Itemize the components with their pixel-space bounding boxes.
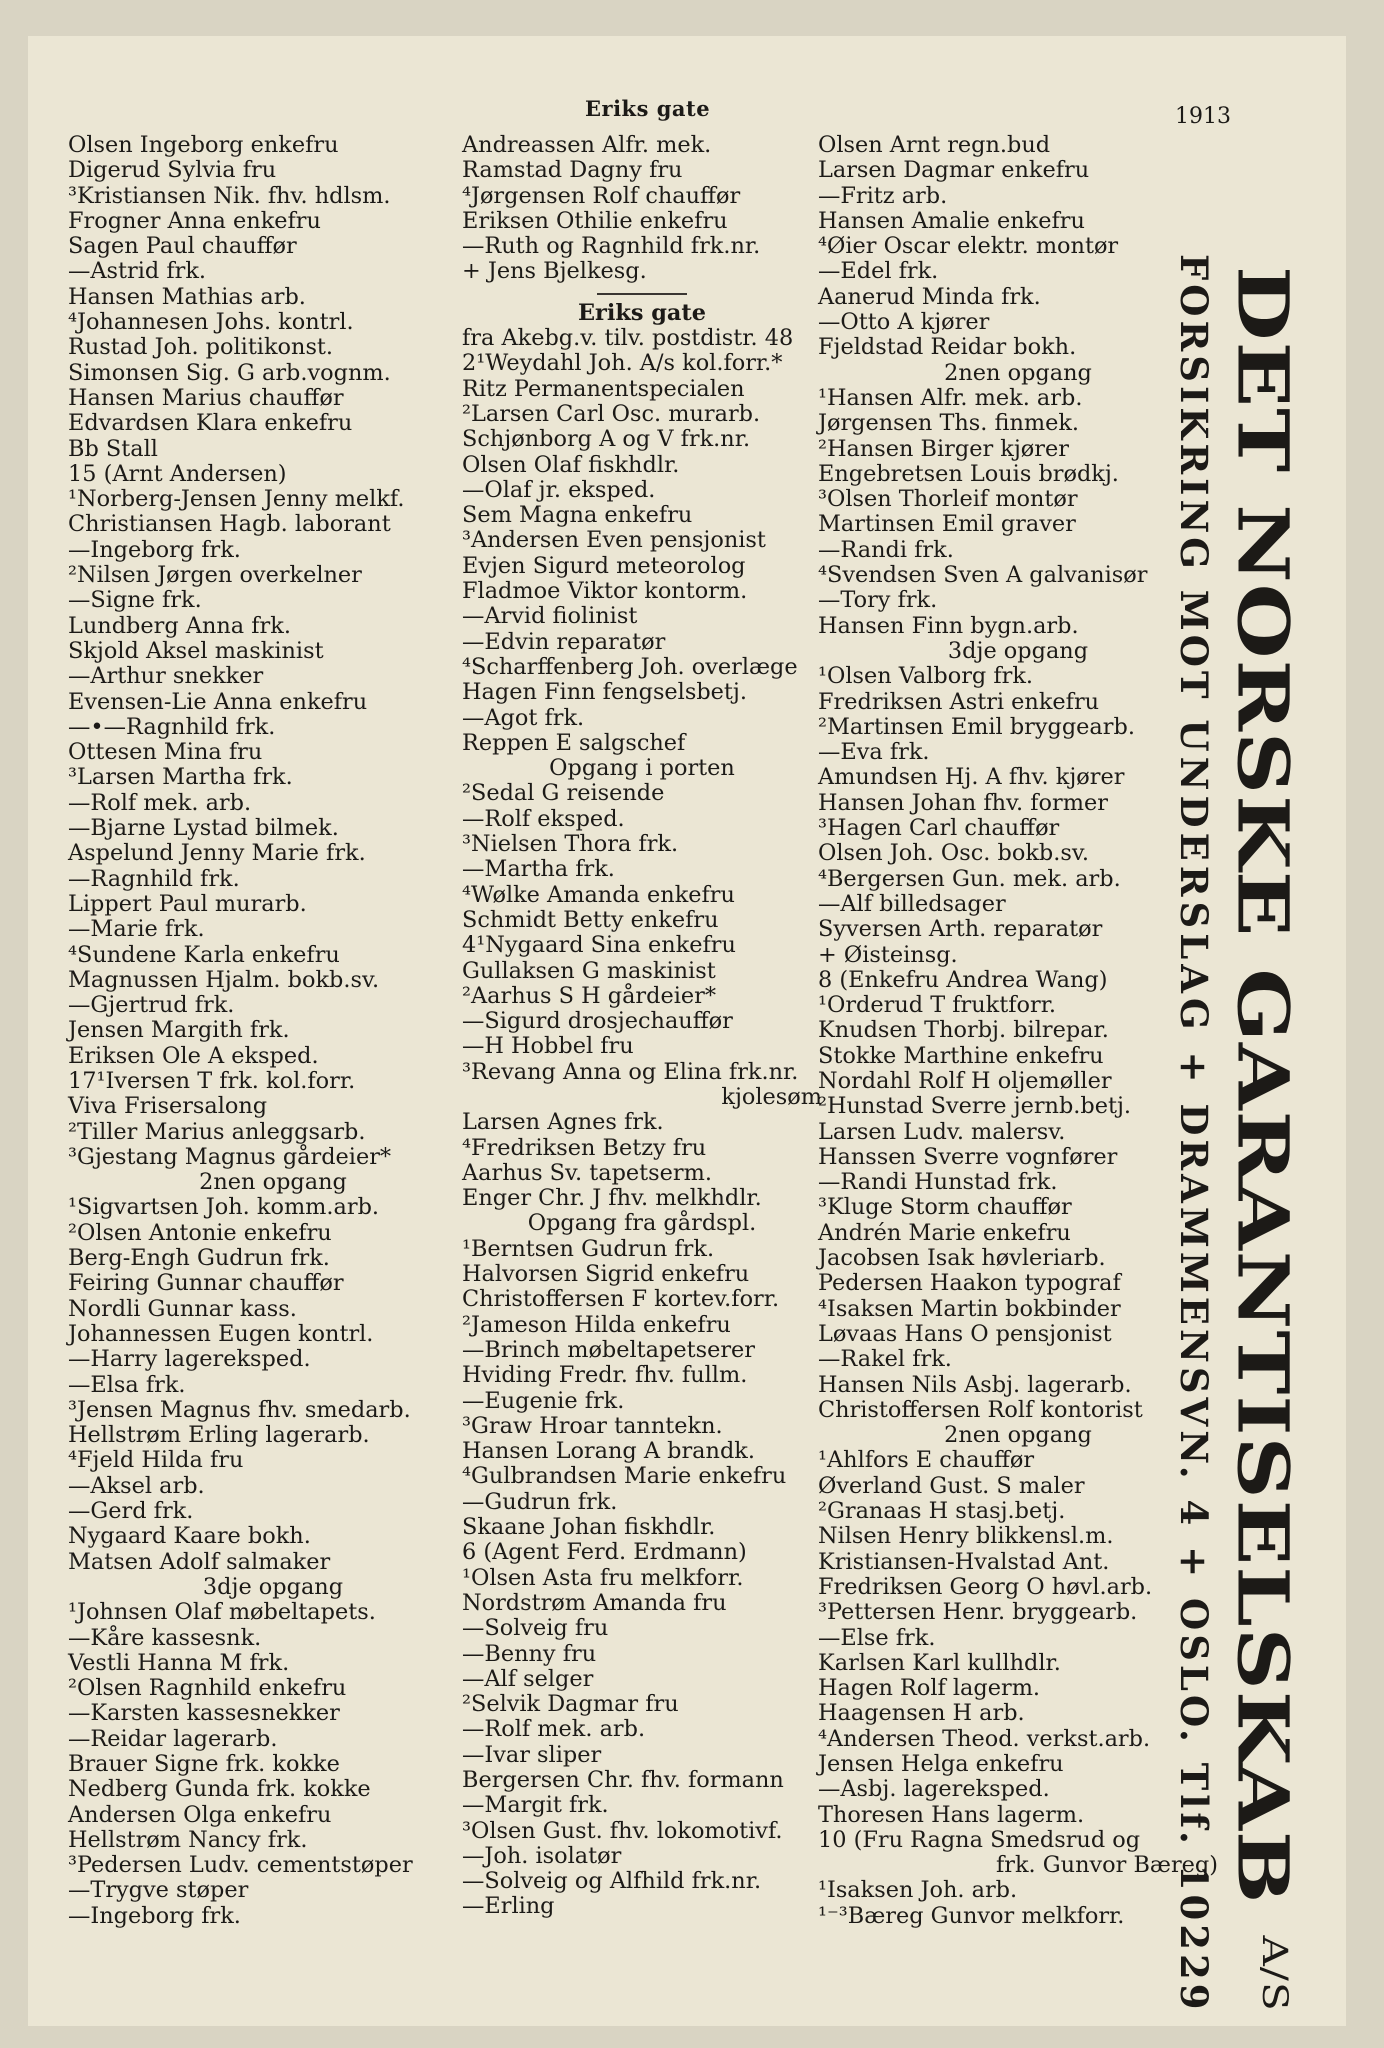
section-heading: 2nen opgang [944, 359, 1092, 386]
directory-entry: ²Sedal G reisende [462, 780, 665, 807]
directory-entry: —Trygve støper [68, 1877, 249, 1904]
directory-entry: Engebretsen Louis brødkj. [818, 460, 1119, 487]
directory-entry: Hellstrøm Erling lagerarb. [68, 1422, 370, 1449]
directory-entry: —Randi Hunstad frk. [818, 1169, 1058, 1196]
directory-entry: ³Andersen Even pensjonist [462, 527, 766, 554]
directory-entry: ¹Isaksen Joh. arb. [818, 1877, 1018, 1904]
directory-entry: Martinsen Emil graver [818, 511, 1076, 538]
directory-entry: Jacobsen Isak høvleriarb. [818, 1245, 1106, 1272]
directory-entry: 17¹Iversen T frk. kol.forr. [68, 1067, 356, 1094]
directory-entry: Simonsen Sig. G arb.vognm. [68, 359, 391, 386]
advertiser-name [1221, 266, 1314, 2012]
directory-entry: Eriksen Ole A eksped. [68, 1042, 319, 1069]
directory-entry: Andreassen Alfr. mek. [462, 132, 712, 158]
directory-entry: 8 (Enkefru Andrea Wang) [818, 966, 1108, 993]
directory-entry: —Gjertrud frk. [68, 992, 235, 1019]
directory-entry: ³Olsen Thorleif montør [818, 486, 1078, 513]
directory-entry: —Rolf mek. arb. [68, 789, 252, 816]
directory-entry: —Else frk. [818, 1624, 936, 1651]
advertiser-suffix: A/S [1254, 1935, 1296, 2012]
directory-entry: Rustad Joh. politikonst. [68, 334, 334, 361]
directory-column-1 [68, 133, 478, 1929]
directory-entry: 2¹Weydahl Joh. A/s kol.forr.* [462, 350, 783, 377]
directory-entry: ³Jensen Magnus fhv. smedarb. [68, 1396, 411, 1423]
directory-entry: —Harry lagereksped. [68, 1346, 311, 1373]
directory-entry: ⁴Andersen Theod. verkst.arb. [818, 1725, 1151, 1752]
directory-entry: ²Granaas H stasj.betj. [818, 1498, 1066, 1525]
directory-entry: —Gerd frk. [68, 1498, 194, 1525]
directory-entry: kjolesøm [721, 1083, 822, 1110]
directory-entry: Jensen Margith frk. [68, 1017, 290, 1044]
directory-entry: Halvorsen Sigrid enkefru [462, 1261, 750, 1288]
directory-entry: —Astrid frk. [68, 258, 207, 285]
directory-entry: Reppen E salgschef [462, 729, 686, 756]
directory-entry: —Edvin reparatør [462, 628, 666, 655]
directory-entry: —Eugenie frk. [462, 1387, 625, 1414]
directory-entry: ⁴Scharffenberg Joh. overlæge [462, 653, 798, 680]
directory-entry: Vestli Hanna M frk. [68, 1649, 290, 1676]
directory-entry: —Ruth og Ragnhild frk.nr. [462, 233, 761, 260]
directory-entry: Larsen Agnes frk. [462, 1109, 664, 1136]
directory-entry: Digerud Sylvia fru [68, 157, 277, 184]
directory-entry: ²Hunstad Sverre jernb.betj. [818, 1093, 1132, 1120]
directory-entry: Hansen Mathias arb. [68, 283, 306, 310]
directory-entry: Hansen Johan fhv. former [818, 789, 1108, 816]
directory-entry: frk. Gunvor Bæreg) [996, 1852, 1218, 1879]
directory-entry: ¹Olsen Asta fru melkforr. [462, 1564, 744, 1591]
directory-entry: ²Larsen Carl Osc. murarb. [462, 400, 761, 427]
page-number: 1913 [1175, 104, 1231, 129]
directory-entry: —Arthur snekker [68, 663, 264, 690]
directory-entry: Bb Stall [68, 435, 158, 462]
directory-entry: Syversen Arth. reparatør [818, 916, 1103, 943]
directory-entry: ⁴Johannesen Johs. kontrl. [68, 309, 354, 336]
directory-entry: ⁴Sundene Karla enkefru [68, 941, 340, 968]
advertiser-subtitle-post: + DRAMMENSVN. 4 + OSLO. Tlf. 10229 [1172, 1034, 1216, 2014]
directory-entry: —Agot frk. [462, 704, 585, 731]
directory-entry: Øverland Gust. S maler [818, 1472, 1085, 1499]
directory-entry: Ramstad Dagny fru [462, 157, 683, 184]
directory-entry: + Jens Bjelkesg. [462, 258, 647, 285]
directory-entry: Knudsen Thorbj. bilrepar. [818, 1017, 1109, 1044]
directory-entry: ²Hansen Birger kjører [818, 435, 1069, 462]
directory-entry: —Joh. isolatør [462, 1842, 622, 1869]
directory-entry: Olsen Arnt regn.bud [818, 132, 1051, 158]
directory-entry: 10 (Fru Ragna Smedsrud og [818, 1826, 1141, 1853]
directory-entry: —Solveig fru [462, 1615, 609, 1642]
directory-entry: ¹Sigvartsen Joh. komm.arb. [68, 1194, 380, 1221]
directory-entry: Olsen Olaf fiskhdlr. [462, 451, 680, 478]
directory-entry: Eriksen Othilie enkefru [462, 207, 728, 234]
directory-entry: —Alf billedsager [818, 890, 1006, 917]
directory-entry: Sagen Paul chauffør [68, 233, 297, 260]
directory-entry: Jensen Helga enkefru [818, 1751, 1064, 1777]
directory-entry: ⁴Fredriksen Betzy fru [462, 1134, 707, 1161]
directory-entry: Viva Frisersalong [68, 1093, 268, 1120]
directory-entry: ⁴Fjeld Hilda fru [68, 1447, 244, 1474]
directory-entry: ¹Johnsen Olaf møbeltapets. [68, 1599, 376, 1626]
directory-entry: Schjønborg A og V frk.nr. [462, 426, 751, 453]
directory-entry: Nilsen Henry blikkensl.m. [818, 1523, 1114, 1550]
directory-entry: ⁴Wølke Amanda enkefru [462, 881, 735, 908]
directory-entry: —Martha frk. [462, 856, 615, 883]
directory-entry: Hansen Nils Asbj. lagerarb. [818, 1371, 1132, 1398]
advertisement-sidebar [1050, 250, 1330, 2014]
directory-entry: Ritz Permanentspecialen [462, 375, 745, 402]
directory-entry: Hagen Rolf lagerm. [818, 1675, 1041, 1702]
directory-entry: Andersen Olga enkefru [68, 1801, 332, 1828]
directory-entry: —Fritz arb. [818, 182, 948, 209]
directory-entry: —Bjarne Lystad bilmek. [68, 815, 339, 842]
directory-entry: Evjen Sigurd meteorolog [462, 552, 746, 579]
directory-entry: —Elsa frk. [68, 1371, 186, 1398]
directory-entry: ¹Berntsen Gudrun frk. [462, 1235, 715, 1262]
directory-entry: —Ivar sliper [462, 1741, 602, 1768]
directory-entry: ³Kluge Storm chauffør [818, 1194, 1072, 1221]
directory-entry: —Ingeborg frk. [68, 1902, 241, 1929]
directory-entry: Nordahl Rolf H oljemøller [818, 1067, 1112, 1094]
directory-entry: —Ragnhild frk. [68, 865, 240, 892]
directory-entry: ³Revang Anna og Elina frk.nr. [462, 1058, 799, 1085]
directory-entry: ³Olsen Gust. fhv. lokomotivf. [462, 1817, 783, 1844]
directory-column-2 [462, 133, 822, 1920]
advertiser-name-text: DET NORSKE GARANTISELSKAB [1221, 266, 1305, 1905]
directory-entry: —Rolf eksped. [462, 805, 625, 832]
section-heading: 2nen opgang [199, 1169, 347, 1196]
directory-entry: —Asbj. lagereksped. [818, 1776, 1050, 1803]
directory-entry: Aarhus Sv. tapetserm. [462, 1159, 712, 1186]
directory-entry: ²Aarhus S H gårdeier* [462, 982, 717, 1009]
directory-entry: Brauer Signe frk. kokke [68, 1751, 340, 1777]
directory-entry: —Kåre kassesnk. [68, 1624, 262, 1651]
directory-entry: ²Nilsen Jørgen overkelner [68, 562, 362, 589]
directory-entry: ²Selvik Dagmar fru [462, 1691, 679, 1718]
directory-entry: Berg-Engh Gudrun frk. [68, 1245, 330, 1272]
directory-entry: ³Nielsen Thora frk. [462, 831, 679, 858]
directory-entry: —Gudrun frk. [462, 1488, 618, 1515]
directory-entry: ⁴Svendsen Sven A galvanisør [818, 562, 1148, 589]
directory-entry: ²Olsen Antonie enkefru [68, 1219, 332, 1246]
directory-entry: Hagen Finn fengselsbetj. [462, 679, 747, 706]
directory-entry: Skjold Aksel maskinist [68, 637, 324, 664]
directory-entry: Fjeldstad Reidar bokh. [818, 334, 1077, 361]
directory-entry: 4¹Nygaard Sina enkefru [462, 932, 736, 959]
directory-entry: Gullaksen G maskinist [462, 957, 716, 984]
directory-entry: ²Jameson Hilda enkefru [462, 1311, 731, 1338]
directory-entry: —Signe frk. [68, 587, 202, 614]
directory-entry: —Margit frk. [462, 1792, 609, 1819]
directory-entry: ¹Norberg-Jensen Jenny melkf. [68, 486, 405, 513]
directory-entry: ¹Orderud T fruktforr. [818, 992, 1057, 1019]
directory-entry: Løvaas Hans O pensjonist [818, 1320, 1112, 1347]
directory-entry: —Ingeborg frk. [68, 536, 241, 563]
directory-entry: Sem Magna enkefru [462, 502, 693, 529]
section-heading: 2nen opgang [944, 1422, 1092, 1449]
directory-entry: ²Olsen Ragnhild enkefru [68, 1675, 347, 1702]
directory-entry: Edvardsen Klara enkefru [68, 410, 353, 437]
directory-entry: ³Kristiansen Nik. fhv. hdlsm. [68, 182, 391, 209]
directory-entry: Hansen Lorang A brandk. [462, 1438, 755, 1465]
directory-entry: —Benny fru [462, 1640, 597, 1667]
directory-entry: Hansen Amalie enkefru [818, 207, 1085, 234]
directory-entry: Fredriksen Astri enkefru [818, 688, 1100, 715]
directory-entry: ⁴Bergersen Gun. mek. arb. [818, 865, 1121, 892]
directory-entry: 15 (Arnt Andersen) [68, 460, 287, 487]
directory-entry: Larsen Ludv. malersv. [818, 1118, 1066, 1145]
directory-entry: Hanssen Sverre vognfører [818, 1143, 1118, 1170]
directory-entry: ⁴Gulbrandsen Marie enkefru [462, 1463, 787, 1490]
directory-entry: Kristiansen-Hvalstad Ant. [818, 1548, 1110, 1575]
advertiser-subtitle-bold: UNDERSLAG [1172, 719, 1216, 1035]
directory-entry: Christoffersen Rolf kontorist [818, 1396, 1143, 1423]
directory-entry: ⁴Isaksen Martin bokbinder [818, 1295, 1121, 1322]
directory-entry: —Rolf mek. arb. [462, 1716, 646, 1743]
directory-entry: —Aksel arb. [68, 1472, 205, 1499]
directory-entry: Pedersen Haakon typograf [818, 1270, 1121, 1297]
directory-entry: Hansen Finn bygn.arb. [818, 612, 1079, 639]
directory-entry: Frogner Anna enkefru [68, 207, 321, 234]
directory-entry: —Marie frk. [68, 916, 205, 943]
directory-entry: ¹⁻³Bæreg Gunvor melkforr. [818, 1902, 1125, 1929]
advertiser-subtitle-pre: FORSIKRING MOT [1172, 254, 1216, 720]
advertiser-subtitle [1172, 254, 1216, 2014]
directory-entry: Haagensen H arb. [818, 1700, 1025, 1727]
directory-entry: —Otto A kjører [818, 309, 990, 336]
directory-entry: fra Akebg.v. tilv. postdistr. 48 [462, 325, 794, 352]
directory-entry: ²Martinsen Emil bryggearb. [818, 713, 1135, 740]
section-heading: 3dje opgang [202, 1573, 344, 1600]
directory-entry: Nygaard Kaare bokh. [68, 1523, 311, 1550]
directory-entry: Nedberg Gunda frk. kokke [68, 1776, 371, 1803]
directory-entry: Olsen Ingeborg enkefru [68, 132, 339, 158]
directory-entry: Jørgensen Ths. finmek. [818, 410, 1080, 437]
directory-entry: Olsen Joh. Osc. bokb.sv. [818, 840, 1089, 867]
directory-entry: Thoresen Hans lagerm. [818, 1801, 1085, 1828]
directory-entry: Johannessen Eugen kontrl. [68, 1320, 374, 1347]
directory-entry: Hviding Fredr. fhv. fullm. [462, 1362, 748, 1389]
directory-entry: Fladmoe Viktor kontorm. [462, 578, 748, 605]
directory-entry: + Øisteinsg. [818, 941, 958, 968]
directory-entry: ³Gjestang Magnus gårdeier* [68, 1143, 392, 1170]
directory-entry: Christoffersen F kortev.forr. [462, 1286, 780, 1313]
directory-entry: ¹Olsen Valborg frk. [818, 663, 1034, 690]
directory-entry: Aspelund Jenny Marie frk. [68, 840, 366, 867]
directory-entry: ³Pettersen Henr. bryggearb. [818, 1599, 1138, 1626]
directory-entry: Karlsen Karl kullhdlr. [818, 1649, 1061, 1676]
directory-entry: Bergersen Chr. fhv. formann [462, 1767, 784, 1793]
directory-entry: —Randi frk. [818, 536, 954, 563]
section-heading: Opgang i porten [549, 755, 735, 782]
directory-entry: 6 (Agent Ferd. Erdmann) [462, 1539, 747, 1566]
directory-entry: Evensen-Lie Anna enkefru [68, 688, 368, 715]
directory-entry: —Brinch møbeltapetserer [462, 1336, 755, 1363]
directory-entry: Aanerud Minda frk. [818, 283, 1041, 310]
directory-entry: Enger Chr. J fhv. melkhdlr. [462, 1185, 762, 1212]
directory-entry: Ottesen Mina fru [68, 739, 263, 766]
directory-entry: Stokke Marthine enkefru [818, 1042, 1104, 1069]
directory-entry: Lippert Paul murarb. [68, 890, 307, 917]
directory-entry: —Solveig og Alfhild frk.nr. [462, 1868, 762, 1895]
directory-entry: ¹Ahlfors E chauffør [818, 1447, 1035, 1474]
directory-entry: —Arvid fiolinist [462, 603, 638, 630]
directory-entry: Lundberg Anna frk. [68, 612, 291, 639]
directory-entry: —Alf selger [462, 1665, 594, 1692]
directory-entry: ³Pedersen Ludv. cementstøper [68, 1852, 413, 1879]
section-heading: 3dje opgang [947, 637, 1089, 664]
directory-entry: —Erling [462, 1893, 555, 1920]
directory-entry: —Rakel frk. [818, 1346, 952, 1373]
directory-entry: —Sigurd drosjechauffør [462, 1008, 733, 1035]
section-heading: Opgang fra gårdspl. [527, 1210, 757, 1237]
directory-entry: —Tory frk. [818, 587, 938, 614]
directory-entry: ²Tiller Marius anleggsarb. [68, 1118, 366, 1145]
directory-entry: Matsen Adolf salmaker [68, 1548, 331, 1575]
directory-entry: Schmidt Betty enkefru [462, 906, 719, 933]
directory-entry: Christiansen Hagb. laborant [68, 511, 391, 538]
directory-entry: —Edel frk. [818, 258, 939, 285]
directory-entry: ³Graw Hroar tanntekn. [462, 1412, 723, 1439]
directory-entry: —Karsten kassesnekker [68, 1700, 340, 1727]
directory-entry: ¹Hansen Alfr. mek. arb. [818, 384, 1083, 411]
directory-entry: ³Larsen Martha frk. [68, 764, 293, 791]
directory-entry: ⁴Øier Oscar elektr. montør [818, 233, 1119, 260]
directory-entry: —Eva frk. [818, 739, 930, 766]
section-heading: Eriks gate [577, 299, 707, 326]
directory-entry: Amundsen Hj. A fhv. kjører [818, 764, 1125, 791]
directory-entry: Skaane Johan fiskhdlr. [462, 1514, 716, 1541]
directory-entry: —H Hobbel fru [462, 1033, 634, 1060]
directory-entry: Nordstrøm Amanda fru [462, 1589, 727, 1616]
directory-entry: Hansen Marius chauffør [68, 384, 344, 411]
page-title: Eriks gate [585, 96, 711, 121]
directory-entry: —Reidar lagerarb. [68, 1725, 278, 1752]
directory-entry: —•—Ragnhild frk. [68, 713, 276, 740]
directory-entry: Andrén Marie enkefru [818, 1219, 1071, 1246]
section-divider [597, 293, 687, 295]
directory-entry: —Olaf jr. eksped. [462, 476, 656, 503]
directory-entry: Hellstrøm Nancy frk. [68, 1826, 308, 1853]
directory-entry: Feiring Gunnar chauffør [68, 1270, 344, 1297]
directory-entry: ⁴Jørgensen Rolf chauffør [462, 182, 741, 209]
directory-entry: Magnussen Hjalm. bokb.sv. [68, 966, 380, 993]
directory-entry: Larsen Dagmar enkefru [818, 157, 1090, 184]
directory-entry: Fredriksen Georg O høvl.arb. [818, 1573, 1153, 1600]
directory-entry: ³Hagen Carl chauffør [818, 815, 1060, 842]
directory-entry: Nordli Gunnar kass. [68, 1295, 297, 1322]
